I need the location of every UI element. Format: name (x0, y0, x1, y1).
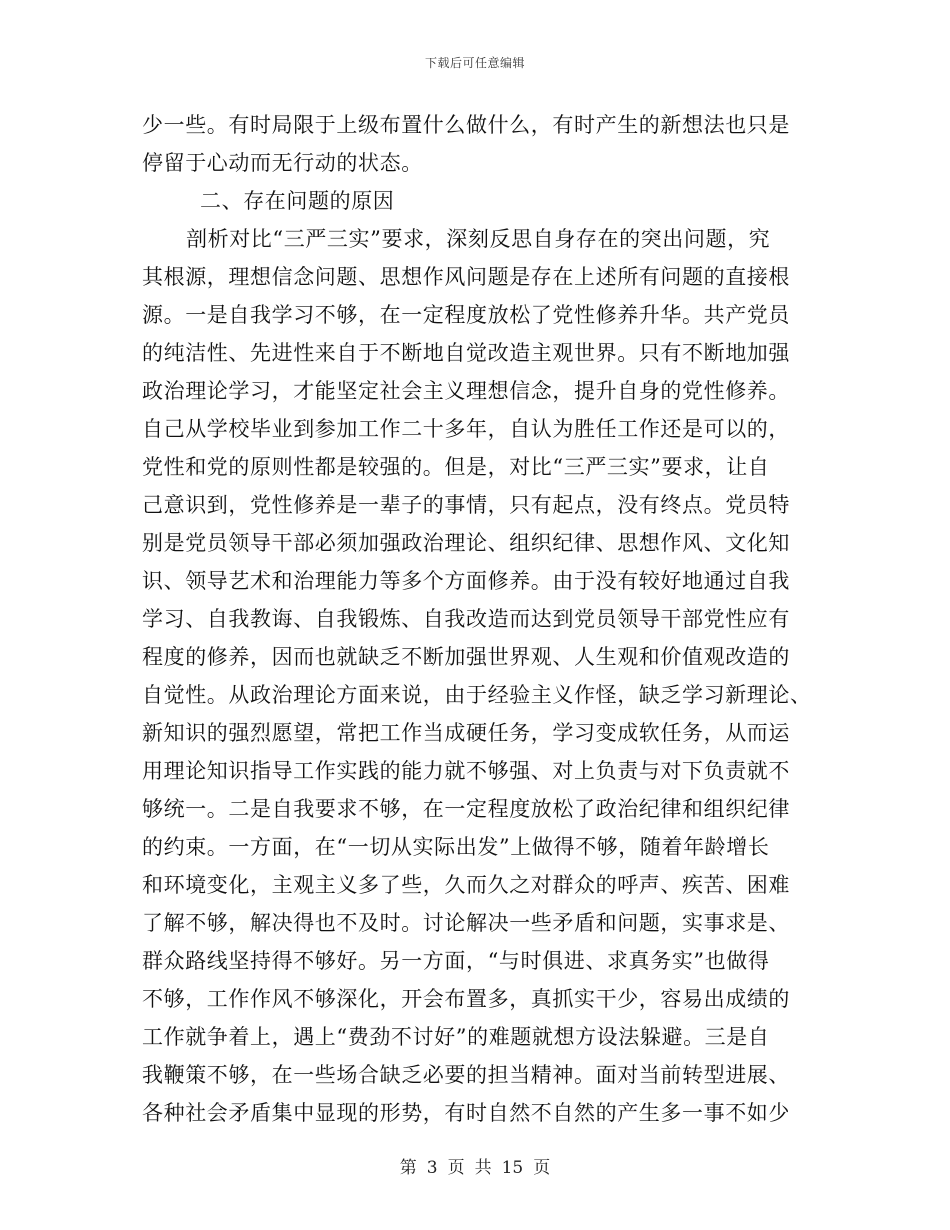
body-line: 自觉性。从政治理论方面来说，由于经验主义作怪，缺乏学习新理论、 (142, 683, 812, 707)
body-line: 少一些。有时局限于上级布置什么做什么，有时产生的新想法也只是 (142, 113, 790, 137)
footer-total-pages: 15 (501, 1158, 524, 1178)
body-line: 用理论知识指导工作实践的能力就不够强、对上负责与对下负责就不 (142, 759, 790, 783)
body-line: 别是党员领导干部必须加强政治理论、组织纪律、思想作风、文化知 (142, 531, 790, 555)
body-line: 政治理论学习，才能坚定社会主义理想信念，提升自身的党性修养。 (142, 379, 790, 403)
body-line: 不够，工作作风不够深化，开会布置多，真抓实干少，容易出成绩的 (142, 987, 790, 1011)
body-line: 群众路线坚持得不够好。另一方面，“与时俱进、求真务实”也做得 (142, 949, 770, 973)
body-line: 其根源，理想信念问题、思想作风问题是存在上述所有问题的直接根 (142, 265, 790, 289)
page-header: 下载后可任意编辑 (424, 56, 525, 70)
body-line: 党性和党的原则性都是较强的。但是，对比“三严三实”要求，让自 (142, 455, 770, 479)
body-line: 的约束。一方面，在“一切从实际出发”上做得不够，随着年龄增长 (142, 835, 770, 859)
body-line: 学习、自我教诲、自我锻炼、自我改造而达到党员领导干部党性应有 (142, 607, 790, 631)
body-line: 己意识到，党性修养是一辈子的事情，只有起点，没有终点。党员特 (142, 493, 790, 517)
body-line: 够统一。二是自我要求不够，在一定程度放松了政治纪律和组织纪律 (142, 797, 790, 821)
document-body (142, 106, 812, 1132)
body-line: 和环境变化，主观主义多了些，久而久之对群众的呼声、疾苦、困难 (142, 873, 790, 897)
footer-page-label: 第 (399, 1158, 417, 1178)
body-line: 自己从学校毕业到参加工作二十多年，自认为胜任工作还是可以的， (142, 417, 790, 441)
footer-total-label: 共 (474, 1158, 492, 1178)
footer-total-unit: 页 (533, 1158, 551, 1178)
body-line: 新知识的强烈愿望，常把工作当成硬任务，学习变成软任务，从而运 (142, 721, 790, 745)
body-line: 停留于心动而无行动的状态。 (142, 151, 423, 175)
page-footer (0, 1153, 950, 1178)
body-line: 我鞭策不够，在一些场合缺乏必要的担当精神。面对当前转型进展、 (142, 1063, 790, 1087)
body-line: 各种社会矛盾集中显现的形势，有时自然不自然的产生多一事不如少 (142, 1101, 790, 1125)
body-line: 源。一是自我学习不够，在一定程度放松了党性修养升华。共产党员 (142, 303, 790, 327)
section-heading: 二、存在问题的原因 (200, 189, 395, 213)
body-line: 程度的修养，因而也就缺乏不断加强世界观、人生观和价值观改造的 (142, 645, 790, 669)
body-line: 工作就争着上，遇上“费劲不讨好”的难题就想方设法躲避。三是自 (142, 1025, 770, 1049)
paragraph-first-line: 剖析对比“三严三实”要求，深刻反思自身存在的突出问题，究 (186, 227, 771, 251)
footer-current-page: 3 (426, 1158, 438, 1178)
body-line: 的纯洁性、先进性来自于不断地自觉改造主观世界。只有不断地加强 (142, 341, 790, 365)
body-line: 识、领导艺术和治理能力等多个方面修养。由于没有较好地通过自我 (142, 569, 790, 593)
footer-page-unit: 页 (447, 1158, 465, 1178)
body-line: 了解不够，解决得也不及时。讨论解决一些矛盾和问题，实事求是、 (142, 911, 790, 935)
